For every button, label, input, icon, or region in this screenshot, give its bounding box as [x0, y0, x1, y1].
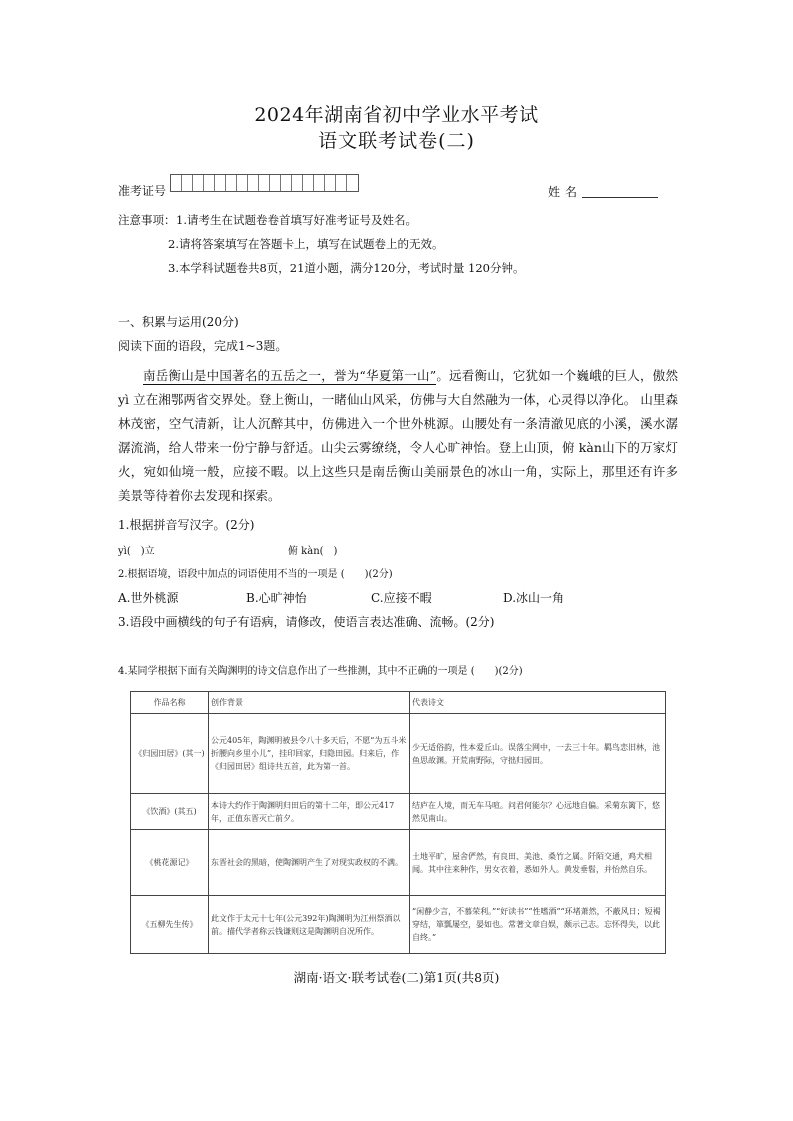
poet-info-table [130, 691, 666, 954]
work-background: 东晋社会的黑暗，使陶渊明产生了对现实政权的不满。 [209, 830, 410, 896]
notes-label: 注意事项： [118, 213, 176, 227]
work-background: 此文作于太元十七年(公元392年)陶渊明为江州祭酒以前。描代学者称云钱谦则这是陶渊明自况所作。 [209, 896, 410, 954]
table-row [131, 714, 666, 794]
work-excerpt: 结庐在人境，而无车马喧。问君何能尔？心远地自偏。采菊东篱下，悠然见南山。 [410, 794, 666, 830]
exam-title: 2024年湖南省初中学业水平考试 [254, 104, 539, 126]
work-name: 《饮酒》(其五) [131, 794, 209, 830]
question-2: 2.根据语境，语段中加点的词语使用不当的一项是 ( )(2分) [118, 569, 393, 580]
header-work-name: 作品名称 [131, 692, 209, 714]
work-excerpt: 土地平旷，屋舍俨然，有良田、美池、桑竹之属。阡陌交通，鸡犬相闻。其中往来种作，男女衣着，悉如外人。黄发垂髫，并怡然自乐。 [410, 830, 666, 896]
q2-option-d: D.冰山一角 [503, 591, 565, 605]
work-excerpt: “闲静少言，不慕荣利。”“好读书”“性嗜酒”“环堵萧然，不蔽风日；短褐穿结，箪瓢屡空，晏如也。常著文章自娱，颇示己志。忘怀得失，以此自终。” [410, 896, 666, 954]
q2-option-c: C.应接不暇 [371, 591, 432, 605]
work-name: 《归园田居》(其一) [131, 714, 209, 794]
page-footer: 湖南·语文·联考试卷(二)第1页(共8页) [293, 970, 500, 985]
candidate-name-label: 姓名 [548, 185, 583, 199]
work-name: 《桃花源记》 [131, 830, 209, 896]
note-item-3: 3.本学科试题卷共8页，21道小题，满分120分，考试时量 120分钟。 [168, 261, 525, 275]
table-row [131, 830, 666, 896]
table-row [131, 896, 666, 954]
candidate-id-boxes[interactable] [170, 174, 359, 192]
note-item-2: 2.请将答案填写在答题卡上，填写在试题卷上的无效。 [168, 237, 444, 251]
exam-subtitle: 语文联考试卷(二) [318, 130, 475, 152]
question-4: 4.某同学根据下面有关陶渊明的诗文信息作出了一些推测，其中不正确的一项是 ( )(2分) [118, 666, 523, 677]
q2-option-a: A.世外桃源 [118, 591, 179, 605]
candidate-name-field[interactable] [582, 197, 658, 198]
work-excerpt: 少无适俗韵，性本爱丘山。误落尘网中，一去三十年。羁鸟恋旧林，池鱼思故渊。开荒南野际，守拙归园田。 [410, 714, 666, 794]
q1-blank-yi: yì( )立 [118, 546, 155, 557]
work-background: 公元405年，陶渊明被县令八十多天后，不愿“为五斗米折腰向乡里小儿”，挂印回家，归隐田园。归来后，作《归园田居》组诗共五首，此为第一首。 [209, 714, 410, 794]
question-3: 3.语段中画横线的句子有语病，请修改，使语言表达准确、流畅。(2分) [118, 615, 495, 629]
section-heading: 一、积累与运用(20分) [118, 315, 239, 329]
note-item-1: 1.请考生在试题卷卷首填写好准考证号及姓名。 [176, 213, 417, 227]
passage-text: 。远看衡山，它犹如一个巍峨的巨人，傲然 yì 立在湘鄂两省交界处。登上衡山，一睹仙山风采，仿佛与大自然融为一体，心灵得以净化。 山里森林茂密，空气清新，让人沉醉其中，仿佛进入一个世外桃源。山腰处有一条清澈见底的小溪，溪水潺潺流淌，给人带来一份宁静与舒适。山尖云雾缭绕，令人心旷神怡。登上山顶，俯 kàn山下的万家灯火，宛如仙境一般，应接不暇。以上这些只是南岳衡山美丽景色的冰山一角，实际上，那里还有许多美景等待着你去发现和探索。 [118, 368, 678, 503]
question-1: 1.根据拼音写汉字。(2分) [118, 518, 255, 532]
header-background: 创作背景 [209, 692, 410, 714]
table-header-row [131, 692, 666, 714]
work-name: 《五柳先生传》 [131, 896, 209, 954]
underlined-sentence: 南岳衡山是中国著名的五岳之一，誉为“华夏第一山” [143, 368, 437, 383]
section-instruction: 阅读下面的语段，完成1~3题。 [118, 339, 288, 353]
q2-option-b: B.心旷神怡 [246, 591, 307, 605]
candidate-id-label: 准考证号 [118, 184, 167, 198]
reading-passage [118, 364, 678, 508]
header-excerpt: 代表诗文 [410, 692, 666, 714]
q1-blank-kan: 俯 kàn( ) [288, 546, 338, 557]
table-row [131, 794, 666, 830]
work-background: 本诗大约作于陶渊明归田后的第十二年，即公元417年，正值东晋灭亡前夕。 [209, 794, 410, 830]
